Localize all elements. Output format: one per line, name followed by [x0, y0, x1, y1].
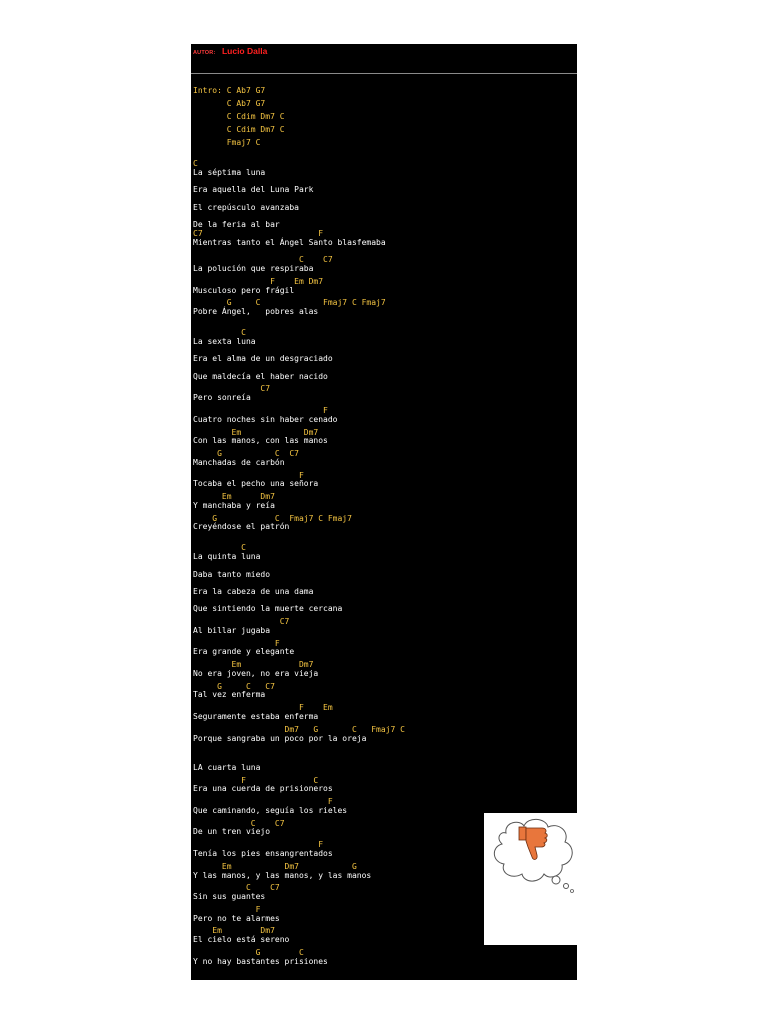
lyric-line: Con las manos, con las manos [193, 436, 328, 445]
chord-line: C Cdim Dm7 C [193, 112, 285, 121]
chord-line: G C [193, 948, 304, 957]
lyric-line: LA cuarta luna [193, 763, 261, 772]
lyric-line: El cielo está sereno [193, 935, 290, 944]
lyric-line: La séptima luna [193, 168, 266, 177]
lyric-line: De la feria al bar [193, 220, 280, 229]
lyric-line: Era el alma de un desgraciado [193, 354, 333, 363]
lyric-line: Manchadas de carbón [193, 458, 285, 467]
lyric-line: Pobre Ángel, pobres alas [193, 307, 319, 316]
lyric-line: Y no hay bastantes prisiones [193, 957, 328, 966]
chord-line: C C7 [193, 819, 285, 828]
lyric-line: La polución que respiraba [193, 264, 314, 273]
chord-line: Intro: C Ab7 G7 [193, 86, 266, 95]
chord-line: F [193, 471, 304, 480]
author-header [193, 44, 267, 59]
lyric-line: De un tren viejo [193, 827, 271, 836]
chord-line: Em Dm7 [193, 428, 319, 437]
chord-line: Em Dm7 [193, 492, 275, 501]
chord-line: F [193, 797, 333, 806]
chord-line: Dm7 G C Fmaj7 C [193, 725, 405, 734]
lyric-line: Creyéndose el patrón [193, 522, 290, 531]
lyric-line: La quinta luna [193, 552, 261, 561]
thought-bubble [484, 813, 578, 945]
lyric-line: El crepúsculo avanzaba [193, 203, 299, 212]
lyric-line: Era grande y elegante [193, 647, 295, 656]
chord-line: C [193, 543, 246, 552]
chord-line: G C Fmaj7 C Fmaj7 [193, 298, 386, 307]
lyric-line: Era aquella del Luna Park [193, 185, 314, 194]
lyric-line: Que caminando, seguía los rieles [193, 806, 348, 815]
chord-line: C C7 [193, 255, 333, 264]
chord-line: G C C7 [193, 682, 275, 691]
lyric-line: Sin sus guantes [193, 892, 266, 901]
chord-line: F [193, 406, 328, 415]
chord-line: Em Dm7 [193, 660, 314, 669]
lyric-line: Daba tanto miedo [193, 570, 271, 579]
lyric-line: Mientras tanto el Ángel Santo blasfemaba [193, 238, 386, 247]
lyric-line: Que sintiendo la muerte cercana [193, 604, 343, 613]
lyric-line: Pero sonreía [193, 393, 251, 402]
chord-line: C7 [193, 617, 290, 626]
lyric-line: Y las manos, y las manos, y las manos [193, 871, 372, 880]
chord-line: Fmaj7 C [193, 138, 261, 147]
chord-line: F [193, 639, 280, 648]
chord-line: F Em Dm7 [193, 277, 324, 286]
chord-line: F [193, 840, 324, 849]
lyric-line: Seguramente estaba enferma [193, 712, 319, 721]
chord-line: C C7 [193, 883, 280, 892]
lyric-line: Tocaba el pecho una señora [193, 479, 319, 488]
lyric-line: Tenía los pies ensangrentados [193, 849, 333, 858]
chord-line: G C Fmaj7 C Fmaj7 [193, 514, 352, 523]
chord-line: C [193, 159, 198, 168]
lyric-line: La sexta luna [193, 337, 256, 346]
lyric-line: Cuatro noches sin haber cenado [193, 415, 338, 424]
author-name[interactable]: Lucio Dalla [221, 46, 268, 56]
lyric-line: No era joven, no era vieja [193, 669, 319, 678]
lyric-line: Tal vez enferma [193, 690, 266, 699]
chord-line: F Em [193, 703, 333, 712]
lyric-line: Al billar jugaba [193, 626, 271, 635]
chord-line: Em Dm7 G [193, 862, 357, 871]
lyric-line: Y manchaba y reía [193, 501, 275, 510]
lyric-line: Porque sangraba un poco por la oreja [193, 734, 367, 743]
feedback-panel [484, 813, 578, 945]
lyric-line: Que maldecía el haber nacido [193, 372, 328, 381]
lyric-line: Pero no te alarmes [193, 914, 280, 923]
chord-line: G C C7 [193, 449, 299, 458]
chord-line: C7 F [193, 229, 324, 238]
lyric-line: Era una cuerda de prisioneros [193, 784, 333, 793]
author-label: AUTOR: [193, 50, 216, 56]
chord-line: C Ab7 G7 [193, 99, 266, 108]
lyric-line: Musculoso pero frágil [193, 286, 295, 295]
chord-line: C7 [193, 384, 271, 393]
chord-line: Em Dm7 [193, 926, 275, 935]
chord-line: F [193, 905, 261, 914]
chord-line: C [193, 328, 246, 337]
chord-line: C Cdim Dm7 C [193, 125, 285, 134]
header-divider [191, 73, 577, 74]
lyric-line: Era la cabeza de una dama [193, 587, 314, 596]
chord-line: F C [193, 776, 319, 785]
